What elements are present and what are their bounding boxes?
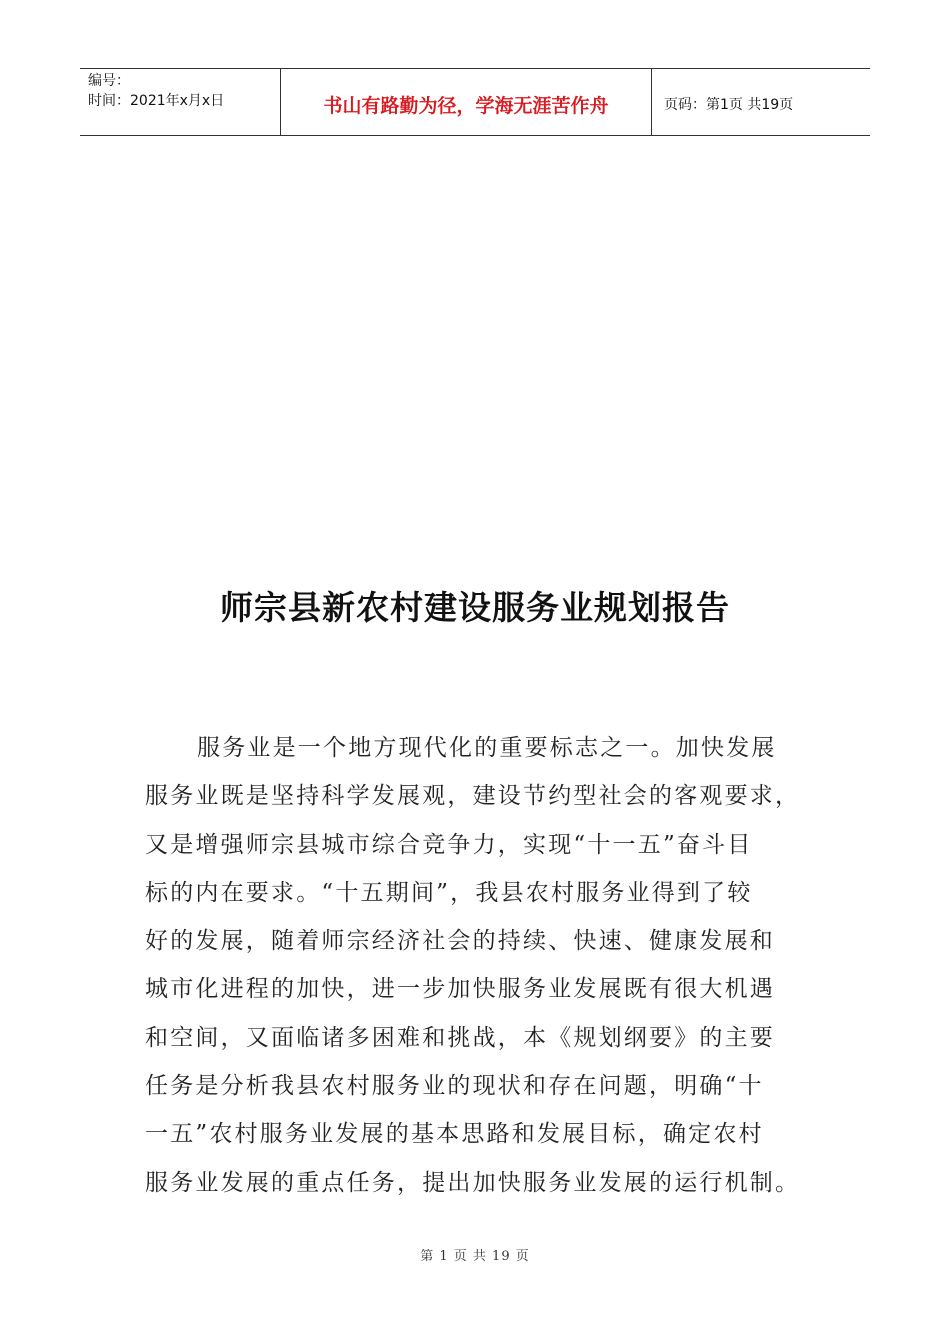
body-line: 一五”农村服务业发展的基本思路和发展目标，确定农村 — [145, 1121, 764, 1148]
body-line: 服务业是一个地方现代化的重要标志之一。加快发展 — [197, 735, 777, 761]
page-header — [80, 68, 870, 136]
header-motto: 书山有路勤为径，学海无涯苦作舟 — [281, 69, 652, 135]
body-line: 服务业发展的重点任务，提出加快服务业发展的运行机制。 — [145, 1169, 801, 1196]
header-meta-cell — [80, 69, 281, 135]
header-page-info: 页码：第1页 共19页 — [664, 97, 794, 113]
header-number-label: 编号： — [88, 73, 130, 89]
body-line: 又是增强师宗县城市综合竞争力，实现“十一五”奋斗目 — [145, 831, 753, 858]
body-line: 和空间，又面临诸多困难和挑战，本《规划纲要》的主要 — [145, 1024, 775, 1051]
body-line: 服务业既是坚持科学发展观，建设节约型社会的客观要求， — [145, 783, 801, 810]
body-line: 好的发展，随着师宗经济社会的持续、快速、健康发展和 — [145, 928, 775, 955]
header-time-label: 时间：2021年x月x日 — [88, 93, 225, 109]
body-line: 标的内在要求。“十五期间”，我县农村服务业得到了较 — [145, 879, 753, 906]
document-title: 师宗县新农村建设服务业规划报告 — [220, 588, 730, 627]
page-footer: 第 1 页 共 19 页 — [420, 1249, 530, 1264]
document-body — [145, 724, 805, 1207]
body-line: 任务是分析我县农村服务业的现状和存在问题，明确“十 — [145, 1073, 764, 1100]
body-line: 城市化进程的加快，进一步加快服务业发展既有很大机遇 — [145, 976, 775, 1003]
